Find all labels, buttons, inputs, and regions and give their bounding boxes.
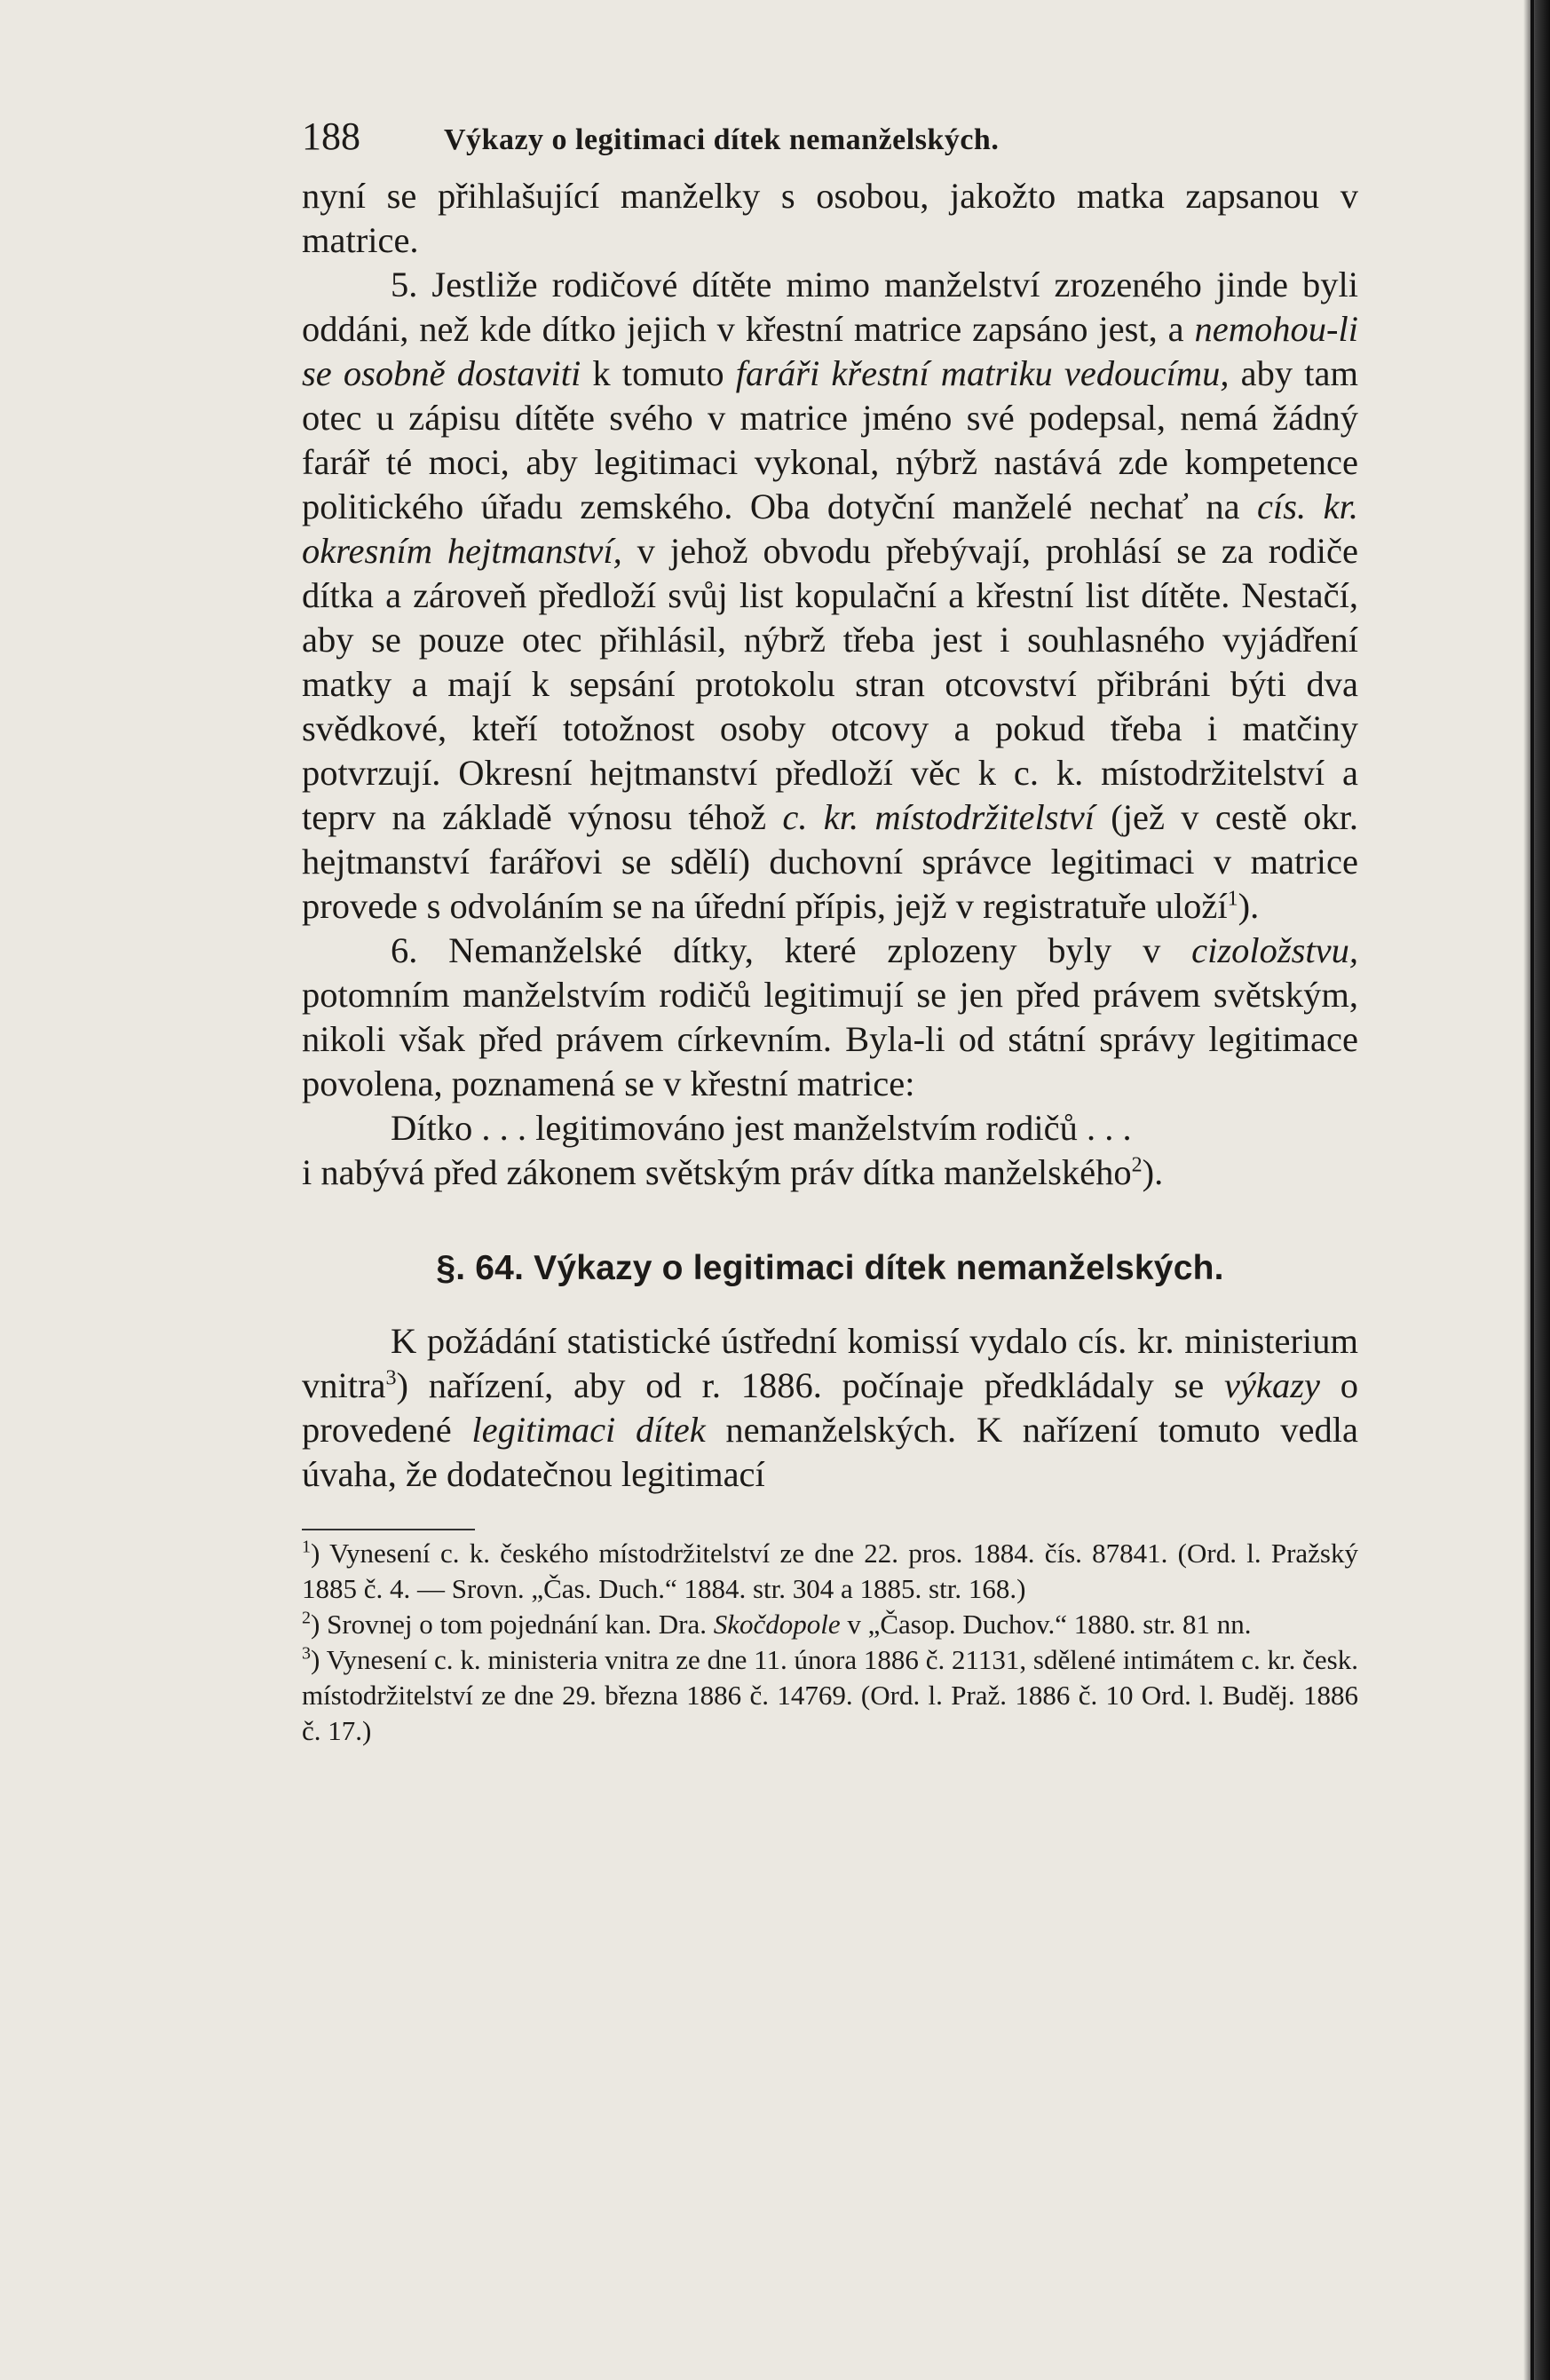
emphasis: c. kr. místodržitelství: [782, 797, 1095, 837]
footnotes: [302, 1536, 1358, 1749]
emphasis: cizoložstvu,: [1191, 930, 1358, 970]
page-edge-shadow: [1523, 0, 1550, 2380]
emphasis: nemohou-li se osobně dostaviti: [302, 309, 1358, 393]
matrix-formula-continuation: [302, 1150, 1358, 1195]
footnote-ref: 1: [1227, 887, 1238, 911]
emphasis: cís. kr. okresním hejtmanství,: [302, 486, 1358, 571]
footnote-2: [302, 1607, 1358, 1642]
paragraph-continuation: nyní se přihlašující manželky s osobou, jakožto matka zapsanou v matrice.: [302, 176, 1358, 260]
text-run: ).: [1238, 886, 1260, 926]
page-header: [302, 114, 1358, 167]
paragraph-section-64: [302, 1319, 1358, 1497]
footnote-divider: [302, 1529, 475, 1530]
page-number: 188: [302, 115, 360, 158]
paragraph-point-6: [302, 929, 1358, 1106]
footnote-text: ) Vynesení c. k. českého místodržitelství ze dne 22. pros. 1884. čís. 87841. (Ord. l. Pražský 1885 č. 4. — Srovn. „Čas. Duch.“ 1884. str. 304 a 1885. str. 168.): [302, 1538, 1358, 1604]
paragraph-point-5: [302, 263, 1358, 929]
text-run: 5. Jestliže rodičové dítěte mimo manželství zrozeného jinde byli oddáni, než kde dítko jejich v křestní matrice zapsáno jest, a: [302, 265, 1358, 349]
emphasis: faráři křestní matriku vedoucímu,: [735, 353, 1230, 393]
footnote-mark: 2: [302, 1608, 311, 1628]
section-heading: §. 64. Výkazy o legitimaci dítek nemanželských.: [436, 1249, 1224, 1287]
text-run: 6. Nemanželské dítky, které zplozeny byly v: [391, 930, 1192, 970]
footnote-text: v „Časop. Duchov.“ 1880. str. 81 nn.: [840, 1609, 1252, 1640]
text-run: ).: [1142, 1152, 1164, 1192]
text-run: potomním manželstvím rodičů legitimují se jen před právem světským, nikoli však před právem církevním. Byla-li od státní správy legitimace povolena, poznamená se v křestní matrice:: [302, 975, 1358, 1103]
footnote-text: ) Srovnej o tom pojednání kan. Dra.: [311, 1609, 714, 1640]
text-run: o provedené: [302, 1365, 1358, 1450]
footnote-ref: 3: [385, 1366, 397, 1390]
text-run: K požádání statistické ústřední komissí vydalo cís. kr. ministerium vnitra: [302, 1321, 1358, 1405]
matrix-formula-line: Dítko . . . legitimováno jest manželstvím rodičů . . .: [391, 1108, 1132, 1148]
emphasis: Skočdopole: [713, 1609, 841, 1640]
book-page: [302, 114, 1358, 1749]
text-run: aby tam otec u zápisu dítěte svého v matrice jméno své podepsal, nemá žádný farář té moci, aby legitimaci vykonal, nýbrž nastává zde kompetence politického úřadu zemského. Oba dotyční manželé nechať na: [302, 353, 1358, 526]
emphasis: výkazy: [1224, 1365, 1320, 1405]
footnote-mark: 3: [302, 1643, 311, 1664]
emphasis: legitimaci dítek: [471, 1410, 706, 1450]
text-run: i nabývá před zákonem světským práv dítka manželského: [302, 1152, 1132, 1192]
text-run: k tomuto: [581, 353, 736, 393]
footnote-1: [302, 1536, 1358, 1607]
running-title: Výkazy o legitimaci dítek nemanželských.: [444, 123, 1000, 156]
footnote-ref: 2: [1131, 1153, 1143, 1177]
footnote-3: [302, 1642, 1358, 1749]
text-run: (jež v cestě okr. hejtmanství farářovi se sdělí) duchovní správce legitimaci v matrice provede s odvoláním se na úřední přípis, jejž v registratuře uloží: [302, 797, 1358, 926]
footnote-text: ) Vynesení c. k. ministeria vnitra ze dne 11. února 1886 č. 21131, sdělené intimátem c. kr. česk. místodržitelství ze dne 29. března 1886 č. 14769. (Ord. l. Praž. 1886 č. 10 Ord. l. Buděj. 1886 č. 17.): [302, 1644, 1358, 1746]
text-run: nemanželských. K nařízení tomuto vedla úvaha, že dodatečnou legitimací: [302, 1410, 1358, 1494]
body-text: [302, 174, 1358, 1497]
footnote-mark: 1: [302, 1537, 311, 1557]
text-run: ) nařízení, aby od r. 1886. počínaje předkládaly se: [396, 1365, 1225, 1405]
page-edge-line: [1530, 0, 1534, 2380]
text-run: v jehož obvodu přebývají, prohlásí se za rodiče dítka a zároveň předloží svůj list kopulační a křestní list dítěte. Nestačí, aby se pouze otec přihlásil, nýbrž třeba jest i souhlasného vyjádření matky a mají k sepsání protokolu stran otcovství přibráni býti dva svědkové, kteří totožnost osoby otcovy a pokud třeba i matčiny potvrzují. Okresní hejtmanství předloží věc k c. k. místodržitelství a teprv na základě výnosu téhož: [302, 531, 1358, 837]
